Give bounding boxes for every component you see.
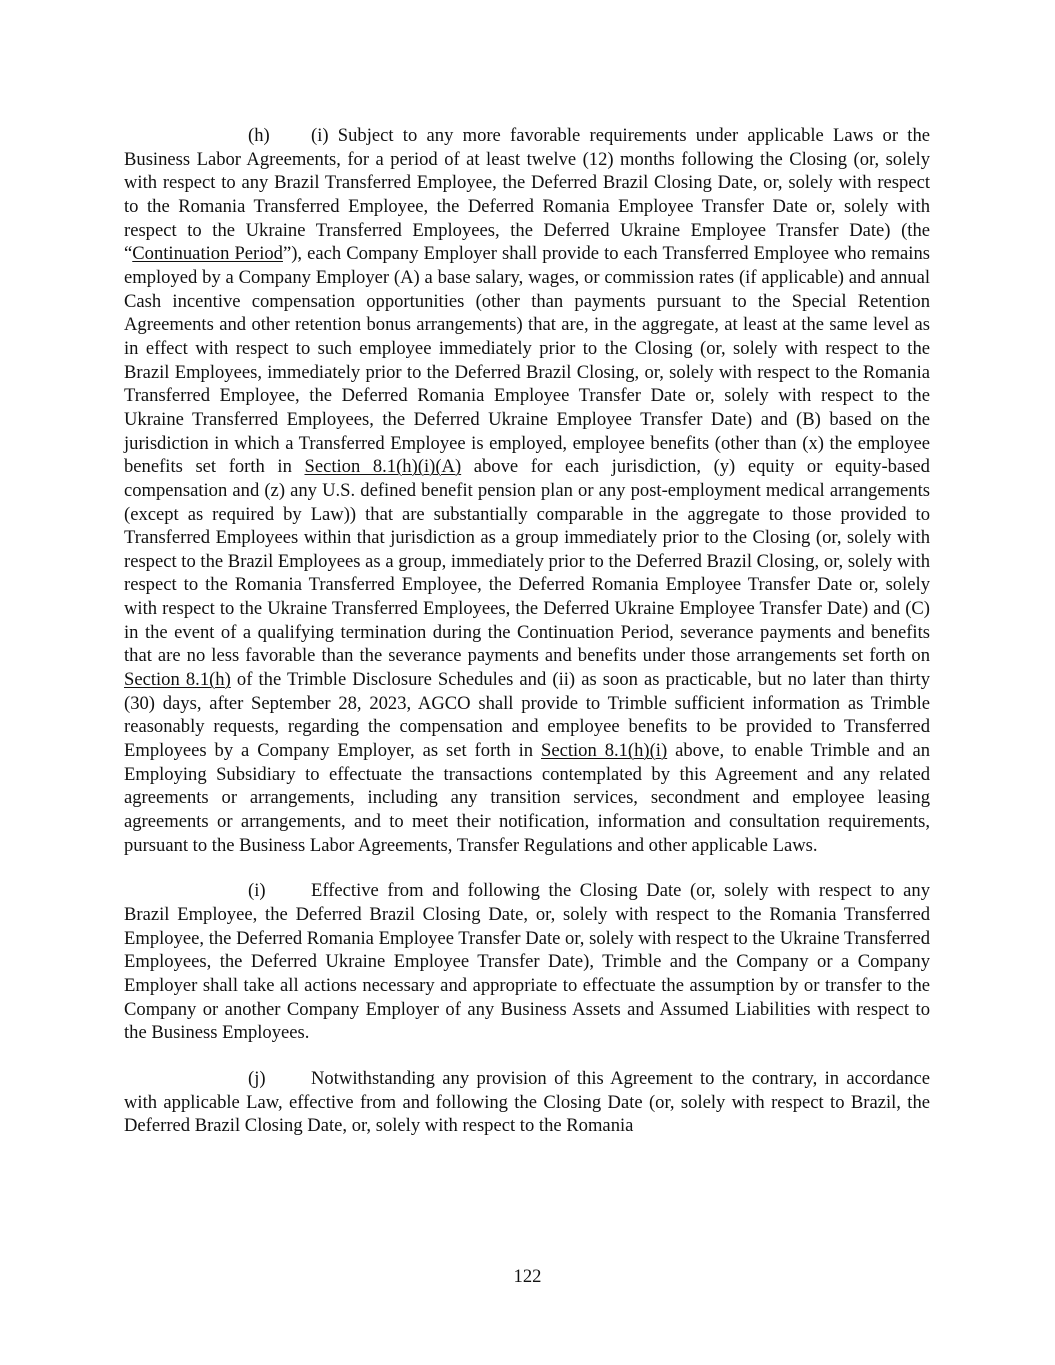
paragraph-label-i: (i): [248, 880, 266, 902]
paragraph-i: [124, 879, 930, 1045]
section-reference-8-1-h-i-a: Section 8.1(h)(i)(A): [304, 456, 462, 478]
paragraph-h-text-3: above for each jurisdiction, (y) equity or equity-based compensation and (z) any U.S. defined benefit pension plan or any post-employment medical arrangements (except as required by Law)) that are substantially comparable in the aggregate to those provided to Transferred Employees within that jurisdiction as a group immediately prior to the Closing (or, solely with respect to the Brazil Employees as a group, immediately prior to the Deferred Brazil Closing, or, solely with respect to the Romania Transferred Employee, the Deferred Romania Employee Transfer Date or, solely with respect to the Ukraine Transferred Employees, the Deferred Ukraine Employee Transfer Date) and (C) in the event of a qualifying termination during the Continuation Period, severance payments and benefits that are no less favorable than the severance payments and benefits under those arrangements set forth on: [124, 456, 930, 667]
defined-term-continuation-period: Continuation Period: [132, 243, 283, 265]
paragraph-h-text-2: ”), each Company Employer shall provide to each Transferred Employee who remains employed by a Company Employer (A) a base salary, wages, or commission rates (if applicable) and annual Cash incentive compensation opportunities (other than payments pursuant to the Special Retention Agreements and other retention bonus arrangements) that are, in the aggregate, at least at the same level as in effect with respect to such employee immediately prior to the Closing (or, solely with respect to the Brazil Employees, immediately prior to the Deferred Brazil Closing, or, solely with respect to the Romania Transferred Employee, the Deferred Romania Employee Transfer Date or, solely with respect to the Ukraine Transferred Employees, the Deferred Ukraine Employee Transfer Date) and (B) based on the jurisdiction in which a Transferred Employee is employed, employee benefits (other than (x) the employee benefits set forth in: [124, 243, 930, 478]
paragraph-i-text: Effective from and following the Closing Date (or, solely with respect to any Brazil Employee, the Deferred Brazil Closing Date, or, solely with respect to the Romania Transferred Employee, the Deferred Romania Employee Transfer Date or, solely with respect to the Ukraine Transferred Employees, the Deferred Ukraine Employee Transfer Date), Trimble and the Company or a Company Employer shall take all actions necessary and appropriate to effectuate the assumption by or transfer to the Company or another Company Employer of any Business Assets and Assumed Liabilities with respect to the Business Employees.: [124, 880, 930, 1044]
paragraph-j-text: Notwithstanding any provision of this Agreement to the contrary, in accordance with applicable Law, effective from and following the Closing Date (or, solely with respect to Brazil, the Deferred Brazil Closing Date, or, solely with respect to the Romania: [124, 1067, 930, 1137]
paragraph-j: [124, 1067, 930, 1138]
paragraph-h-text-4: of the Trimble Disclosure Schedules and (ii) as soon as practicable, but no later than thirty (30) days, after September 28, 2023, AGCO shall provide to Trimble sufficient information as Trimble reasonably requests, regarding the compensation and employee benefits to be provided to Transferred Employees by a Company Employer, as set forth in: [124, 669, 930, 762]
section-reference-8-1-h: Section 8.1(h): [124, 669, 231, 691]
paragraph-h-text-1: (i) Subject to any more favorable requirements under applicable Laws or the Business Labor Agreements, for a period of at least twelve (12) months following the Closing (or, solely with respect to any Brazil Transferred Employee, the Deferred Brazil Closing Date, or, solely with respect to the Romania Transferred Employee, the Deferred Romania Employee Transfer Date or, solely with respect to the Ukraine Transferred Employees, the Deferred Ukraine Employee Transfer Date) (the “: [124, 125, 930, 265]
section-reference-8-1-h-i: Section 8.1(h)(i): [541, 740, 668, 762]
page-number: 122: [513, 1266, 542, 1287]
paragraph-label-h: (h): [248, 125, 270, 146]
document-page: [124, 124, 930, 1138]
paragraph-h: [124, 124, 930, 857]
paragraph-h-text-5: above, to enable Trimble and an Employing Subsidiary to effectuate the transactions contemplated by this Agreement and any related agreements or arrangements, including any transition services, secondment and employee leasing agreements or arrangements, and to meet their notification, information and consultation requirements, pursuant to the Business Labor Agreements, Transfer Regulations and other applicable Laws.: [124, 740, 930, 856]
paragraph-label-j: (j): [248, 1067, 266, 1089]
